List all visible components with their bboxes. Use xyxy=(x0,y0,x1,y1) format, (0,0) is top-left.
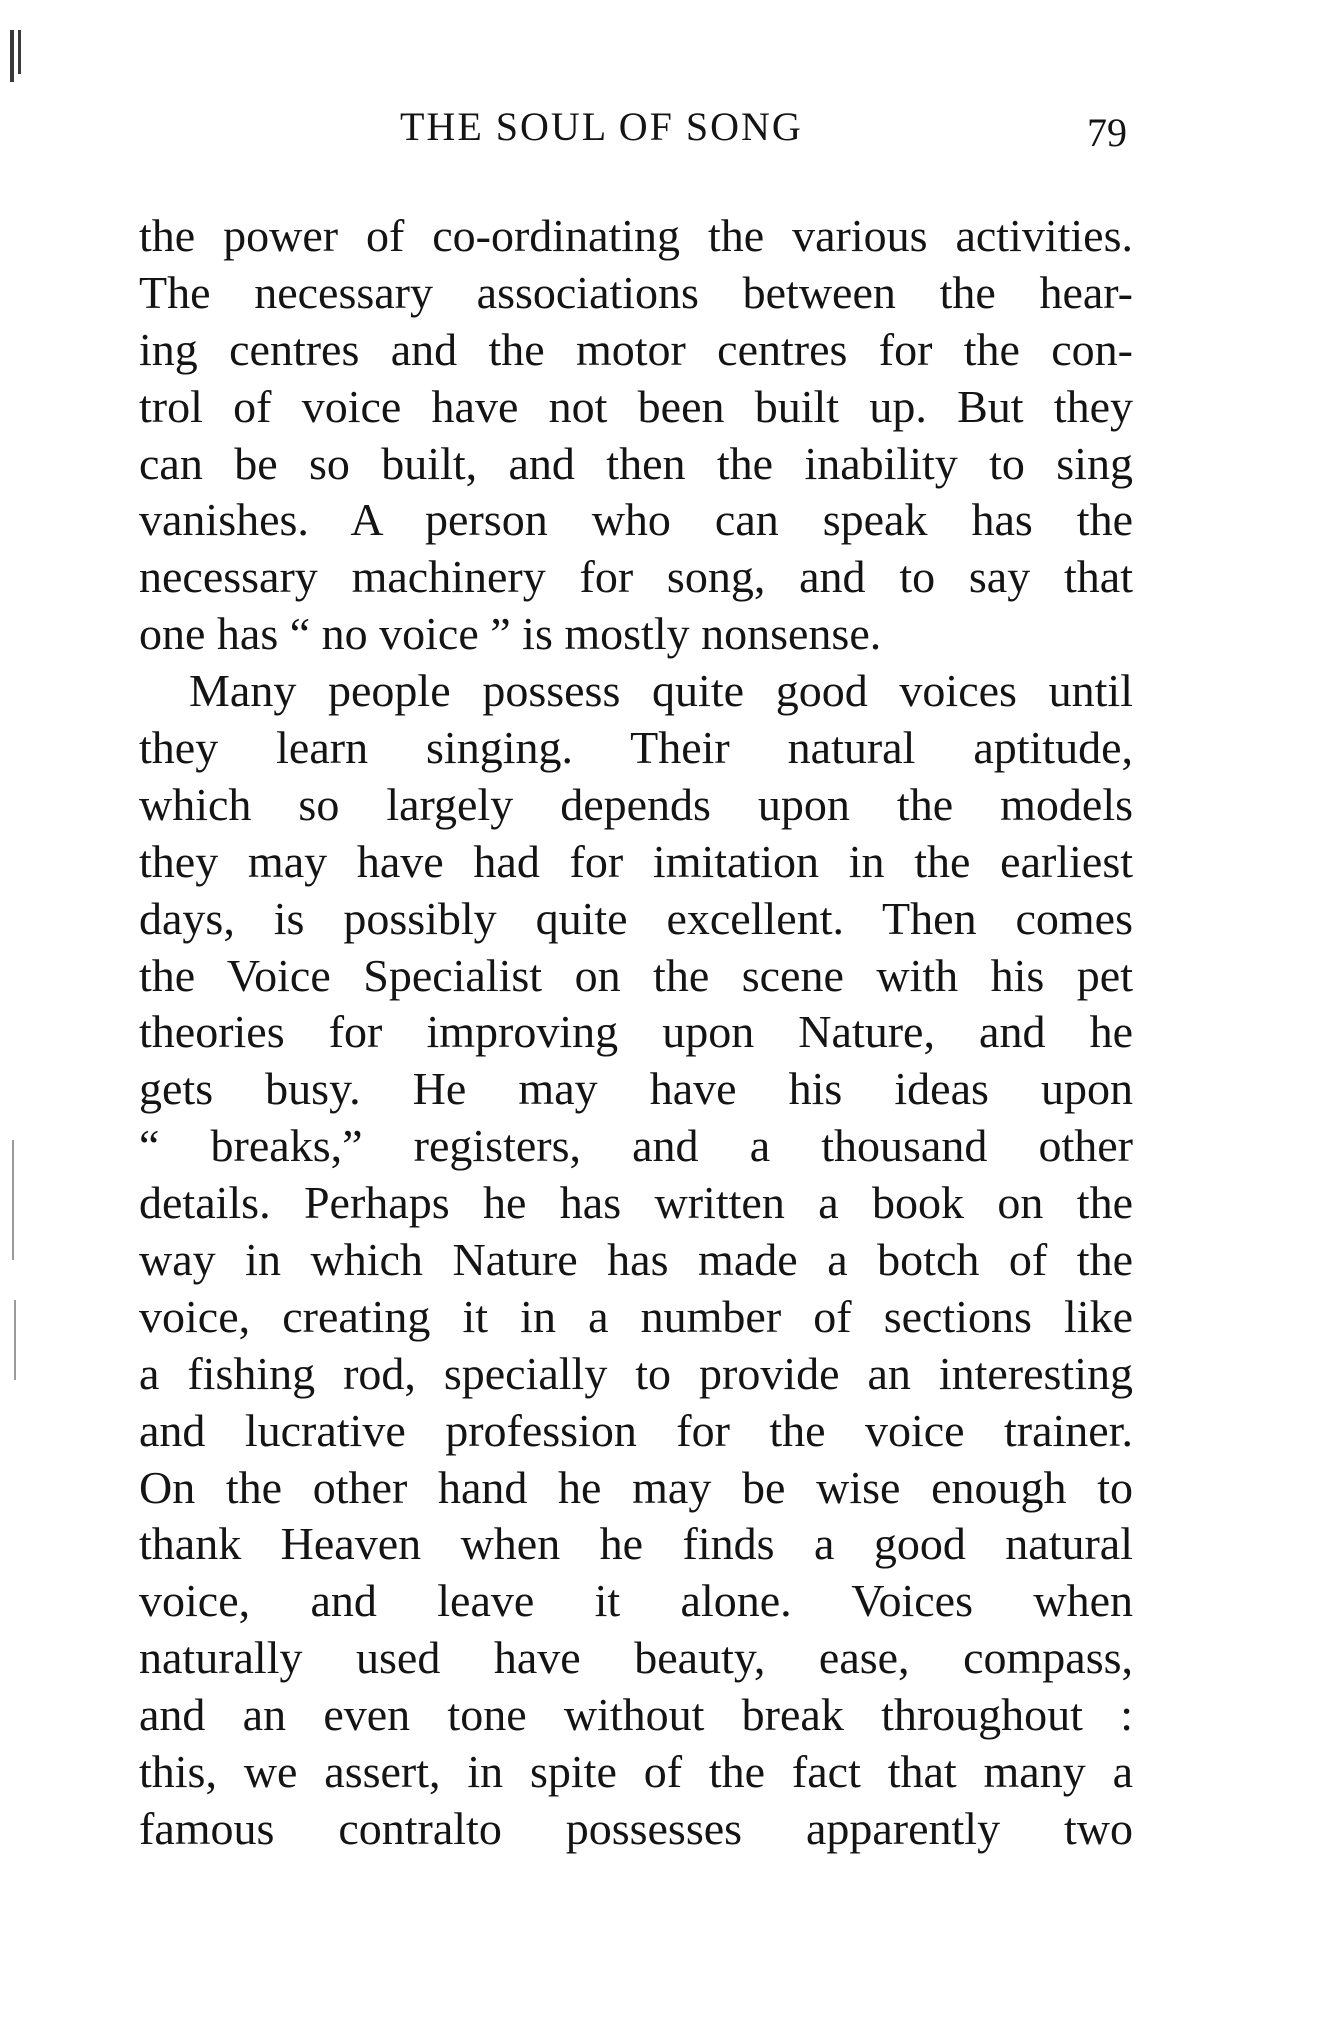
text-line: thank Heaven when he finds a good natural xyxy=(139,1518,1133,1570)
body-text xyxy=(139,208,1133,1858)
text-line: the Voice Specialist on the scene with his pet xyxy=(139,949,1133,1001)
paragraph xyxy=(139,663,1133,1858)
text-line: a fishing rod, specially to provide an interesting xyxy=(139,1347,1133,1399)
page-number: 79 xyxy=(1087,110,1127,155)
text-line: way in which Nature has made a botch of the xyxy=(139,1234,1133,1286)
text-line: and an even tone without break throughout : xyxy=(139,1689,1133,1741)
text-line: Many people possess quite good voices until xyxy=(189,665,1133,717)
paragraph xyxy=(139,208,1133,663)
text-line: On the other hand he may be wise enough to xyxy=(139,1461,1133,1513)
text-line: the power of co-ordinating the various activities. xyxy=(139,210,1133,261)
text-line: vanishes. A person who can speak has the xyxy=(139,494,1133,546)
text-line: voice, creating it in a number of sections like xyxy=(139,1290,1133,1342)
running-title: THE SOUL OF SONG xyxy=(400,104,803,149)
text-line: famous contralto possesses apparently two xyxy=(139,1802,1133,1854)
text-line: theories for improving upon Nature, and he xyxy=(139,1006,1133,1058)
text-line: ing centres and the motor centres for the con- xyxy=(139,323,1133,375)
text-line: “ breaks,” registers, and a thousand other xyxy=(139,1120,1133,1172)
text-line: naturally used have beauty, ease, compass, xyxy=(139,1632,1133,1684)
text-line: one has “ no voice ” is mostly nonsense. xyxy=(139,608,882,660)
text-line: they learn singing. Their natural aptitude, xyxy=(139,722,1133,774)
text-line: necessary machinery for song, and to say that xyxy=(139,551,1133,603)
text-line: voice, and leave it alone. Voices when xyxy=(139,1575,1133,1627)
text-line: they may have had for imitation in the earliest xyxy=(139,835,1133,887)
text-line: which so largely depends upon the models xyxy=(139,778,1133,830)
binding-speck xyxy=(12,1140,14,1260)
binding-shadow-mark xyxy=(10,30,14,82)
binding-speck xyxy=(14,1300,16,1380)
text-line: details. Perhaps he has written a book on the xyxy=(139,1177,1133,1229)
text-line: can be so built, and then the inability to sing xyxy=(139,437,1133,489)
text-line: gets busy. He may have his ideas upon xyxy=(139,1063,1133,1115)
text-line: The necessary associations between the hear- xyxy=(139,266,1133,318)
text-line: and lucrative profession for the voice trainer. xyxy=(139,1404,1133,1456)
binding-shadow-mark xyxy=(18,30,21,74)
text-line: this, we assert, in spite of the fact that many a xyxy=(139,1746,1133,1798)
text-line: trol of voice have not been built up. But they xyxy=(139,380,1133,432)
text-line: days, is possibly quite excellent. Then comes xyxy=(139,892,1133,944)
